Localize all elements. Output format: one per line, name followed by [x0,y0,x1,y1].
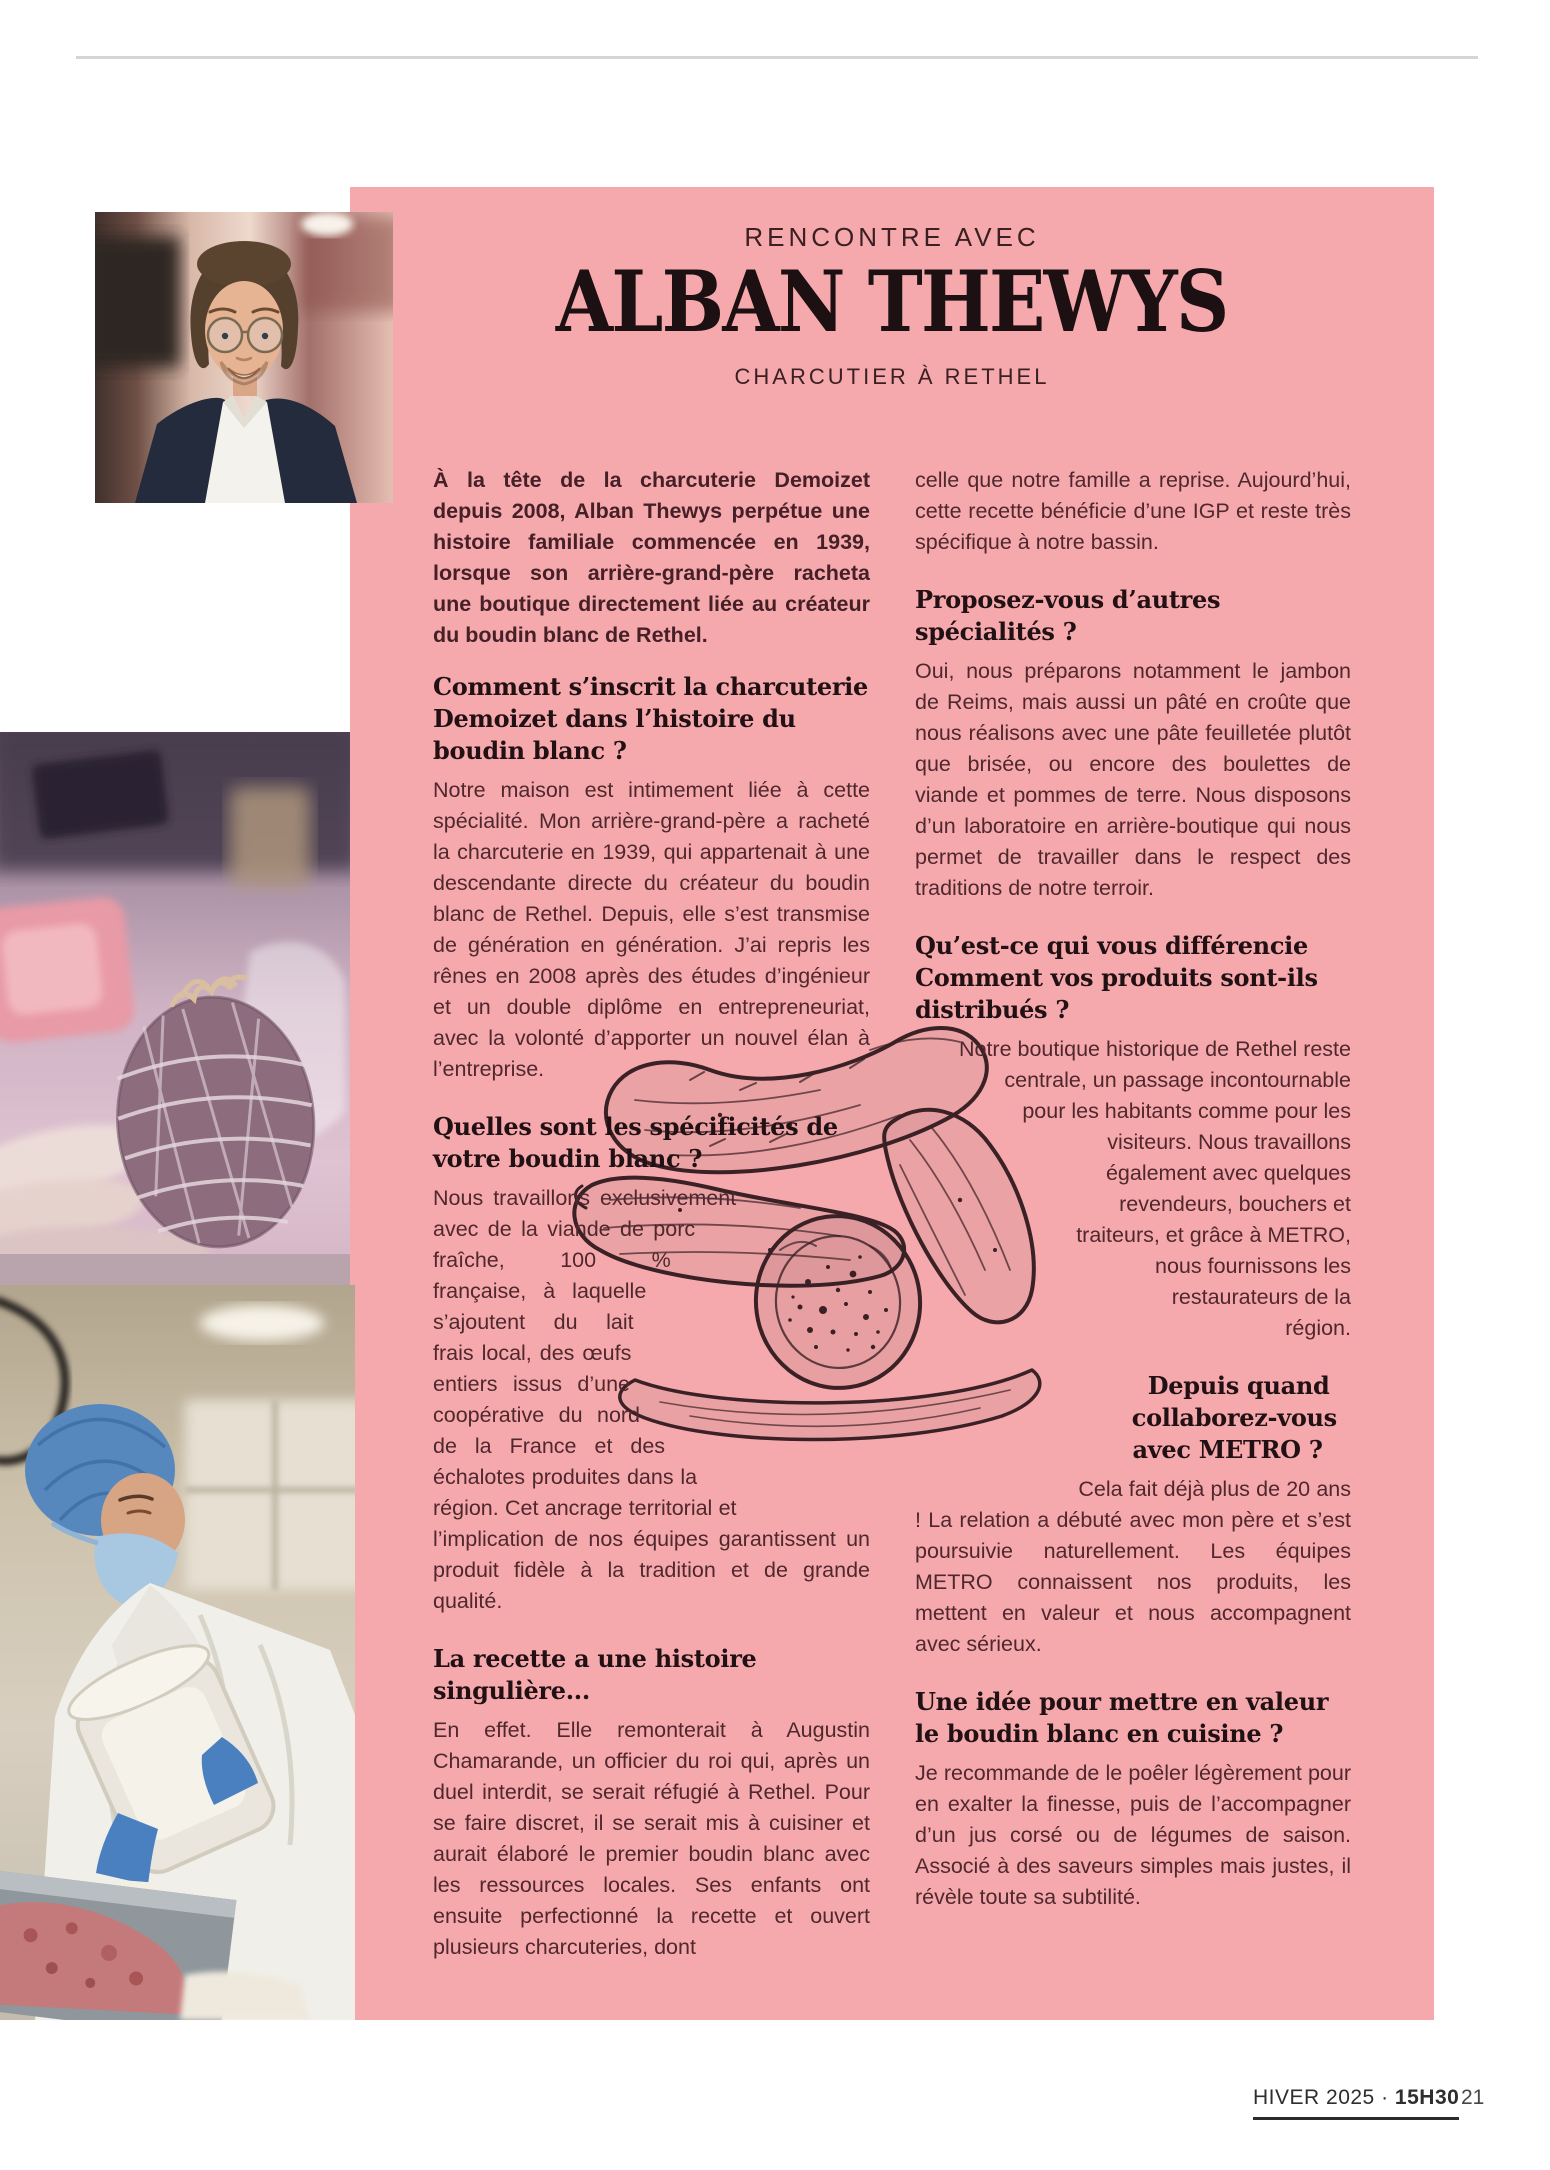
article-column-left [433,465,870,1963]
answer-paragraph-3-continuation: celle que notre famille a reprise. Aujourd’hui, cette recette bénéficie d’une IGP et reste très spécifique à notre bassin. [915,468,1351,554]
page-number: 21 [1461,2086,1485,2109]
wrapped-answer-block [915,1034,1351,1466]
question-heading-1: Comment s’inscrit la charcuterie Demoizet dans l’histoire du boudin blanc ? [433,672,868,765]
footer-separator: · [1381,2086,1389,2109]
question-heading-5: Qu’est-ce qui vous différencie Comment vos produits sont-ils distribués ? [915,931,1318,1024]
article-subtitle: CHARCUTIER À RETHEL [734,364,1050,389]
production-worker-photo [0,1285,355,2020]
answer-paragraph-3: En effet. Elle remonterait à Augustin Chamarande, un officier du roi qui, après un duel interdit, se serait réfugié à Rethel. Pour se faire discret, il se serait mis à cuisiner et aurait élaboré le premier boudin blanc avec les ressources locales. Ses enfants ont ensuite perfectionné la recette et ouvert plusieurs charcuteries, dont [433,1718,870,1959]
footer-brand: 15H30 [1394,2086,1460,2109]
charcuterie-counter-photo [0,732,350,1285]
answer-paragraph-2-text: Nous travaillons exclusivement avec de la viande de porc fraîche, 100 % française, à laquelle s’ajoutent du lait frais local, des œufs entiers issus d’une coopérative du nord de la France et des échalotes produites dans la région. Cet ancrage territorial et l’implication de nos équipes garantissent un produit fidèle à la tradition et de grande qualité. [433,1186,870,1613]
top-divider-rule [76,56,1478,59]
answer-paragraph-2 [433,1183,870,1617]
article-intro: À la tête de la charcuterie Demoizet depuis 2008, Alban Thewys perpétue une histoire familiale commencée en 1939, lorsque son arrière-grand-père racheta une boutique directement liée au créateur du boudin blanc de Rethel. [433,468,870,647]
portrait-photo-graphic [95,212,393,503]
article-title-text: ALBAN THEWYS [556,252,1228,351]
charcuterie-counter-graphic [0,732,350,1285]
footer-issue: HIVER 2025 [1253,2086,1375,2109]
article-kicker: RENCONTRE AVEC [744,222,1040,252]
answer-paragraph-1: Notre maison est intimement liée à cette spécialité. Mon arrière-grand-père a racheté la charcuterie en 1939, qui appartenait à une descendante directe du créateur du boudin blanc de Rethel. Depuis, elle s’est transmise de génération en génération. J’ai repris les rênes en 2008 après des études d’ingénieur et un double diplôme en entrepreneuriat, avec la volonté d’apporter un nouvel élan à l’entreprise. [433,778,870,1081]
question-heading-7: Une idée pour mettre en valeur le boudin blanc en cuisine ? [915,1687,1329,1748]
answer-paragraph-5: Notre boutique historique de Rethel reste centrale, un passage incontournable pour les habitants comme pour les visiteurs. Nous travaillons également avec quelques revendeurs, bouchers et traiteurs, et grâce à METRO, nous fournissons les restaurateurs de la région. [958,1037,1351,1340]
answer-paragraph-6: Cela fait déjà plus de 20 ans ! La relation a débuté avec mon père et s’est poursuivie naturellement. Les équipes METRO connaissent nos produits, les mettent en valeur et nous accompagnent avec sérieux. [915,1477,1351,1656]
article-title [350,252,1434,351]
answer-paragraph-4: Oui, nous préparons notamment le jambon de Reims, mais aussi un pâté en croûte que nous réalisons avec une pâte feuilletée plutôt que brisée, ou encore des boulettes de viande et pommes de terre. Nous disposons d’un laboratoire en arrière-boutique qui nous permet de travailler dans le respect des traditions de notre terroir. [915,659,1351,900]
question-heading-3: La recette a une histoire singulière... [433,1644,757,1705]
article-column-right [915,465,1351,1913]
portrait-photo-alban-thewys [95,212,393,503]
question-heading-4: Proposez-vous d’autres spécialités ? [915,585,1221,646]
footer-issue-line [1253,2086,1459,2120]
question-heading-6: Depuis quand collaborez-vous avec METRO ? [1131,1371,1337,1464]
production-worker-graphic [0,1285,355,2020]
answer-paragraph-7: Je recommande de le poêler légèrement pour en exalter la finesse, puis de l’accompagner d’un jus corsé ou de légumes de saison. Associé à des saveurs simples mais justes, il révèle toute sa subtilité. [915,1761,1351,1909]
question-heading-2: Quelles sont les spécificités de votre boudin blanc ? [433,1112,838,1173]
